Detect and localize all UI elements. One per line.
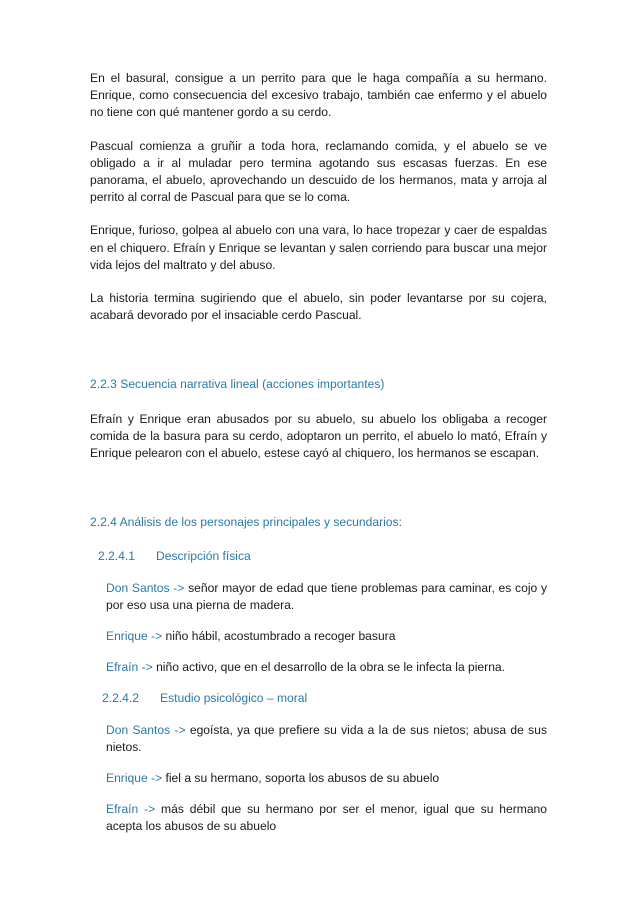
subsection-heading-2-2-4-2 xyxy=(102,690,547,707)
character-text: niño hábil, acostumbrado a recoger basura xyxy=(162,629,396,644)
character-text: señor mayor de edad que tiene problemas para caminar, es cojo y por eso usa una pierna de madera. xyxy=(106,580,547,612)
subsection-heading-2-2-4-1 xyxy=(98,548,547,565)
document-page xyxy=(90,70,547,850)
character-text: más débil que su hermano por ser el menor, igual que su hermano acepta los abusos de su abuelo xyxy=(106,802,547,834)
character-label: Enrique -> xyxy=(106,771,163,786)
character-label: Don Santos -> xyxy=(106,580,185,595)
character-label: Enrique -> xyxy=(106,629,163,644)
character-text: fiel a su hermano, soporta los abusos de su abuelo xyxy=(162,771,440,786)
section-paragraph: Efraín y Enrique eran abusados por su abuelo, su abuelo los obligaba a recoger comida de la basura para su cerdo, adoptaron un perrito, el abuelo lo mató, Efraín y Enrique pelearon con el abuelo, estese cayó al chiquero, los hermanos se escapan. xyxy=(90,411,547,461)
paragraph: Pascual comienza a gruñir a toda hora, reclamando comida, y el abuelo se ve obligado a ir al muladar pero termina agotando sus escasas fuerzas. En ese panorama, el abuelo, aprovechando un descuido de los hermanos, mata y arroja al perrito al corral de Pascual para que se lo coma. xyxy=(90,138,547,205)
character-label: Efraín -> xyxy=(106,802,156,817)
character-item xyxy=(106,580,547,614)
subsection-title: Estudio psicológico – moral xyxy=(160,691,308,706)
subsection-number: 2.2.4.2 xyxy=(102,691,139,706)
character-text: niño activo, que en el desarrollo de la obra se le infecta la pierna. xyxy=(152,660,506,675)
section-heading-2-2-4: 2.2.4 Análisis de los personajes principales y secundarios: xyxy=(90,515,402,530)
character-item xyxy=(106,770,547,787)
section-heading-2-2-3: 2.2.3 Secuencia narrativa lineal (acciones importantes) xyxy=(90,377,385,392)
character-text: egoísta, ya que prefiere su vida a la de sus nietos; abusa de sus nietos. xyxy=(106,722,547,754)
character-label: Don Santos -> xyxy=(106,722,186,737)
spacer xyxy=(90,478,547,514)
paragraph: En el basural, consigue a un perrito para que le haga compañía a su hermano. Enrique, como consecuencia del excesivo trabajo, también cae enfermo y el abuelo no tiene con qué mantener gordo a su cerdo. xyxy=(90,71,547,120)
subsection-title: Descripción física xyxy=(156,549,251,564)
character-item xyxy=(106,722,547,756)
character-item xyxy=(106,659,547,676)
paragraph: La historia termina sugiriendo que el abuelo, sin poder levantarse por su cojera, acabará devorado por el insaciable cerdo Pascual. xyxy=(90,291,547,323)
character-item xyxy=(106,801,547,835)
character-label: Efraín -> xyxy=(106,660,153,675)
subsection-number: 2.2.4.1 xyxy=(98,549,135,564)
spacer xyxy=(90,340,547,376)
character-item xyxy=(106,628,547,645)
paragraph: Enrique, furioso, golpea al abuelo con una vara, lo hace tropezar y caer de espaldas en el chiquero. Efraín y Enrique se levantan y salen corriendo para buscar una mejor vida lejos del maltrato y del abuso. xyxy=(90,223,547,272)
